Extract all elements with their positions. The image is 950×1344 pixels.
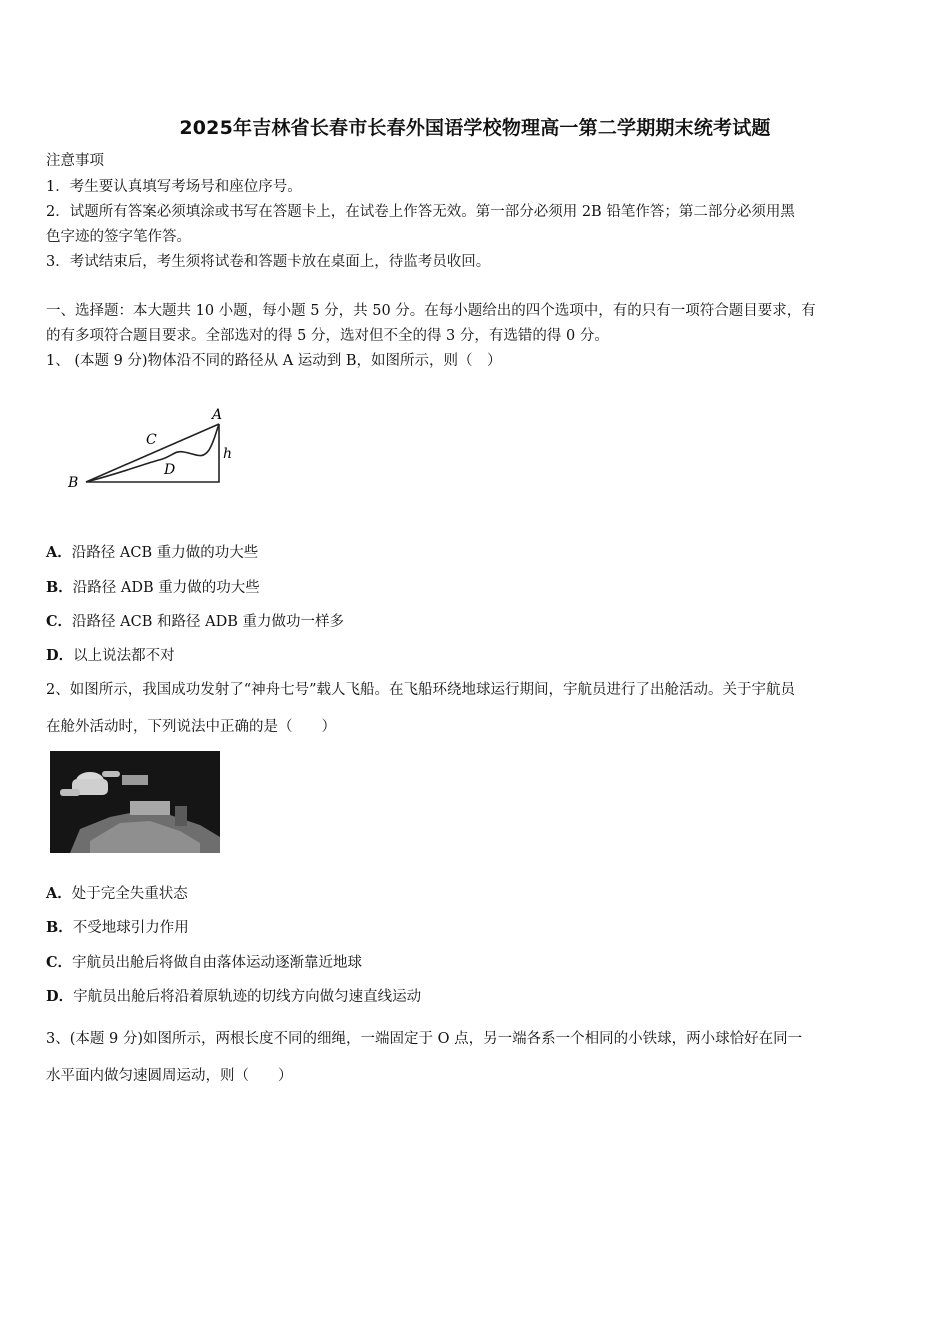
q1-option-a: A．沿路径 ACB 重力做的功大些 (46, 544, 259, 561)
notice-item-2: 2．试题所有答案必须填涂或书写在答题卡上，在试卷上作答无效。第一部分必须用 2B 铅笔作答；第二部分必须用黑 (46, 204, 795, 220)
question-3-stem-line-1: 3、(本题 9 分)如图所示，两根长度不同的细绳，一端固定于 O 点，另一端各系一个相同的小铁球，两小球恰好在同一 (46, 1031, 803, 1047)
page-title: 2025年吉林省长春市长春外国语学校物理高一第二学期期末统考试题 (179, 117, 771, 139)
q2-option-d: D．宇航员出舱后将沿着原轨迹的切线方向做匀速直线运动 (46, 988, 422, 1005)
q2-option-b: B．不受地球引力作用 (46, 919, 189, 936)
astronaut-spacewalk-photo (50, 751, 220, 853)
label-d: D (164, 462, 176, 478)
notice-item-1: 1．考生要认真填写考场号和座位序号。 (46, 179, 302, 195)
label-a: A (212, 407, 223, 423)
label-c: C (146, 432, 157, 448)
q2-option-c: C．宇航员出舱后将做自由落体运动逐渐靠近地球 (46, 954, 363, 971)
notice-heading: 注意事项 (46, 153, 104, 169)
question-1-stem: 1、 (本题 9 分)物体沿不同的路径从 A 运动到 B，如图所示，则（ ） (46, 353, 502, 369)
question-3-stem-line-2: 水平面内做匀速圆周运动，则（ ） (46, 1068, 293, 1084)
notice-item-2-cont: 色字迹的签字笔作答。 (46, 229, 191, 245)
incline-path-diagram (64, 402, 244, 498)
q1-option-d: D．以上说法都不对 (46, 647, 175, 664)
section-instructions-line-2: 的有多项符合题目要求。全部选对的得 5 分，选对但不全的得 3 分，有选错的得 0 分。 (46, 328, 609, 344)
label-h: h (223, 446, 233, 462)
question-2-stem-line-2: 在舱外活动时，下列说法中正确的是（ ） (46, 719, 336, 735)
q2-option-a: A．处于完全失重状态 (46, 885, 188, 902)
label-b: B (68, 475, 79, 491)
q1-option-c: C．沿路径 ACB 和路径 ADB 重力做功一样多 (46, 613, 344, 630)
question-2-stem-line-1: 2、如图所示，我国成功发射了“神舟七号”载人飞船。在飞船环绕地球运行期间，宇航员进行了出舱活动。关于宇航员 (46, 682, 796, 698)
notice-item-3: 3．考试结束后，考生须将试卷和答题卡放在桌面上，待监考员收回。 (46, 254, 491, 270)
section-instructions-line-1: 一、选择题：本大题共 10 小题，每小题 5 分，共 50 分。在每小题给出的四个选项中，有的只有一项符合题目要求，有 (46, 303, 816, 319)
q1-option-b: B．沿路径 ADB 重力做的功大些 (46, 579, 260, 596)
